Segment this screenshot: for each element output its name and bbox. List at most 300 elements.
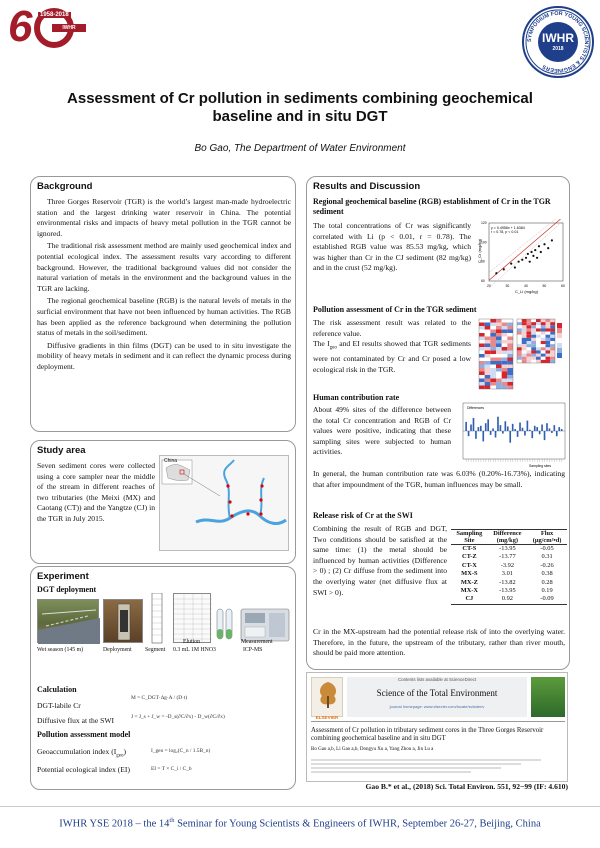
heatmap-cell	[522, 360, 527, 363]
seal-acronym: IWHR	[542, 31, 574, 45]
journal-cover	[531, 677, 565, 717]
footer-sup: th	[169, 817, 175, 824]
heatmap-cell	[479, 344, 485, 348]
difference-bar	[517, 431, 519, 437]
equation-mass: M = C_DGT·Δg·A / (D·t)	[131, 695, 188, 701]
heatmap-cell	[541, 328, 546, 331]
heatmap-cell	[517, 335, 522, 338]
table-row	[451, 587, 567, 595]
heatmap-cell	[536, 322, 541, 325]
heatmap-cell	[502, 368, 508, 372]
heatmap-cell	[507, 319, 513, 323]
heatmap-cell	[541, 347, 546, 350]
journal-top-line: Contents lists available at ScienceDirect	[397, 677, 477, 682]
heatmap-cell	[490, 326, 496, 330]
scatter-y-tick: 120	[481, 221, 487, 225]
difference-bar	[478, 427, 480, 431]
heatmap-cell	[550, 341, 555, 344]
heatmap-cell	[502, 375, 508, 379]
heatmap-cell	[490, 375, 496, 379]
difference-bar	[507, 426, 509, 431]
table-row	[451, 562, 567, 570]
difference-bar	[519, 423, 521, 431]
experiment-panel	[30, 566, 296, 790]
table-header: Difference	[488, 530, 527, 538]
heatmap-cell	[485, 379, 491, 383]
heatmap-cell	[496, 358, 502, 362]
heatmap-cell	[485, 361, 491, 365]
heatmap-cell	[507, 323, 513, 327]
heatmap-cell	[496, 365, 502, 369]
scatter-point	[525, 257, 527, 259]
heatmap-cell	[546, 328, 551, 331]
segment-grid-icon	[174, 594, 212, 644]
seal-ring-text: SYMPOSIUM FOR YOUNG SCIENTISTS & ENGINEERS	[526, 10, 590, 74]
heatmap-cell	[485, 347, 491, 351]
heatmap-cell	[502, 379, 508, 383]
heatmap-cell	[527, 319, 532, 322]
table-cell-site: CT-S	[462, 545, 477, 552]
heatmap-cell	[531, 344, 536, 347]
heatmap-cell	[502, 330, 508, 334]
poster-authors: Bo Gao, The Department of Water Environment	[194, 143, 406, 154]
heatmap-cell	[517, 354, 522, 357]
heatmap-cell	[479, 375, 485, 379]
heatmap-cell	[546, 338, 551, 341]
difference-bar	[492, 428, 494, 431]
difference-bar	[554, 425, 556, 431]
heatmap-cell	[485, 326, 491, 330]
rgb-scatter-chart	[475, 219, 567, 295]
caption-icp-ms: ICP-MS	[243, 647, 263, 653]
heatmap-cell	[522, 357, 527, 360]
footer	[0, 817, 600, 830]
article-title: Assessment of Cr pollution in tributary sediment cores in the Three Gorges Reservoir combining geochemical baseline and in situ DGT	[311, 727, 544, 742]
difference-bar	[465, 422, 467, 431]
difference-bar	[536, 427, 538, 431]
heatmap-cell	[496, 323, 502, 327]
heatmap-cell	[496, 372, 502, 376]
heatmap-cell	[490, 368, 496, 372]
background-paragraph: Diffusive gradients in thin films (DGT) can be used to in situ investigate the mobility of heavy metals in sediment and it can reflect the dynamic process during deployment.	[37, 340, 291, 371]
table-cell-flux: -0.05	[540, 545, 554, 552]
heatmap-cell	[496, 375, 502, 379]
heatmap-legend-swatch	[557, 343, 562, 348]
logo-years: 1958-2018	[40, 12, 69, 18]
heatmap-cell	[507, 372, 513, 376]
heatmap-cell	[507, 358, 513, 362]
scatter-point	[538, 245, 540, 247]
scatter-point	[536, 257, 538, 259]
difference-bar-chart	[455, 401, 567, 471]
riverbank-photo-icon	[38, 600, 100, 644]
bar-legend: Differences	[467, 406, 485, 410]
heatmap-cell	[507, 333, 513, 337]
seal-center	[538, 22, 578, 62]
heatmap-cell	[517, 360, 522, 363]
difference-bar	[482, 431, 484, 441]
heatmap-cell	[496, 333, 502, 337]
model-igeo-sub: geo	[116, 753, 124, 759]
journal-article-snapshot	[306, 672, 568, 782]
heatmap-cell	[479, 333, 485, 337]
equation-ei: EI = T × C_i / C_b	[151, 766, 192, 772]
yse-seal-logo	[522, 6, 594, 78]
heatmap-cell	[502, 333, 508, 337]
heatmap-cell	[479, 354, 485, 358]
heatmap-cell	[490, 365, 496, 369]
heatmap-cell	[479, 323, 485, 327]
test-tube-icon	[215, 607, 235, 643]
article-affiliations	[311, 757, 551, 777]
journal-divider	[311, 721, 565, 722]
difference-bar-plot	[455, 401, 567, 471]
heatmap-cell	[536, 357, 541, 360]
map-inset-label: China	[164, 458, 178, 464]
heatmap-cell	[527, 325, 532, 328]
heatmap-cell	[479, 326, 485, 330]
difference-bar	[539, 431, 541, 434]
pa-text-2b: and EI results showed that TGR sediments were not contaminated by Cr and Cr posed a low ecological risk in the TGR.	[313, 339, 472, 374]
human-contribution-text-2: In general, the human contribution rate was 6.03% (0.20%-16.73%), indicating that after impoundment of the TGR, human influences may be small.	[313, 469, 565, 489]
difference-bar	[485, 423, 487, 431]
heatmap-cell	[541, 357, 546, 360]
scatter-point	[551, 239, 553, 241]
heatmap-cell	[479, 358, 485, 362]
difference-bar	[512, 424, 514, 431]
heatmap-cell	[536, 338, 541, 341]
deployment-photo	[103, 599, 143, 643]
table-cell-flux: 0.19	[541, 587, 553, 595]
heatmap-cell	[479, 368, 485, 372]
heatmap-cell	[507, 379, 513, 383]
heatmap-cell	[536, 347, 541, 350]
heatmap-cell	[531, 357, 536, 360]
difference-bar	[502, 431, 504, 434]
difference-bar	[541, 425, 543, 432]
difference-bar	[551, 431, 553, 433]
background-heading: Background	[37, 181, 93, 192]
study-area-map	[159, 455, 289, 551]
experiment-heading: Experiment	[37, 571, 89, 582]
heatmap-cell	[531, 319, 536, 322]
heatmap-cell	[496, 354, 502, 358]
logo-six-glyph: 6	[8, 2, 33, 51]
heatmap-cell	[522, 325, 527, 328]
heatmap-cell	[479, 351, 485, 355]
caption-elution: Elution	[183, 639, 201, 645]
heatmap-cell	[485, 354, 491, 358]
difference-bar	[529, 430, 531, 431]
results-heading: Results and Discussion	[313, 181, 421, 192]
table-cell-site: MX-X	[460, 587, 479, 595]
heatmap-cell	[527, 357, 532, 360]
difference-bar	[468, 431, 470, 436]
heatmap-cell	[546, 319, 551, 322]
heatmap-cell	[502, 347, 508, 351]
human-contribution-text: About 49% sites of the difference between the total Cr concentration and RGB of Cr values were positive, indicating that these sampling sites were subjected to human activities.	[313, 405, 451, 457]
heatmap-cell	[507, 347, 513, 351]
heatmap-cell	[496, 344, 502, 348]
heatmap-cell	[527, 335, 532, 338]
heatmap-cell	[536, 341, 541, 344]
heatmap-cell	[536, 360, 541, 363]
difference-bar	[500, 425, 502, 431]
heatmap-cell	[502, 351, 508, 355]
heatmap-cell	[517, 322, 522, 325]
heatmap-cell	[485, 365, 491, 369]
table-row	[451, 579, 567, 587]
heatmap-cell	[527, 344, 532, 347]
poster-title	[40, 90, 560, 126]
heatmap-cell	[496, 319, 502, 323]
heatmap-legend-swatch	[557, 338, 562, 343]
caption-measurement: Measurement	[241, 639, 273, 645]
heatmap-cell	[502, 319, 508, 323]
iwhr-60-anniversary-logo	[8, 2, 90, 51]
difference-bar	[544, 431, 546, 440]
human-contribution-heading: Human contribution rate	[313, 393, 400, 402]
citation: Gao B.* et al., (2018) Sci. Total Environ. 551, 92−99 (IF: 4.610)	[365, 782, 568, 791]
scatter-point	[495, 272, 497, 274]
heatmap-cell	[550, 325, 555, 328]
segment-probe	[149, 593, 165, 645]
release-risk-text: Combining the result of RGB and DGT, Two conditions should be satisfied at the same time: (1) the metal should be influenced by human activities (Difference > 0) ; (2) Cr diffuse from the sediment into the overlying water (net diffusive flux at SWI > 0).	[313, 524, 447, 597]
heatmap-cell	[517, 319, 522, 322]
table-cell-flux: 0.28	[541, 578, 553, 586]
difference-bar	[497, 417, 499, 431]
difference-bar	[473, 418, 475, 431]
heatmap-cell	[517, 338, 522, 341]
heatmap-cell	[502, 358, 508, 362]
scatter-point	[534, 249, 536, 251]
heatmap-cell	[517, 344, 522, 347]
heatmap-cell	[485, 382, 491, 386]
scatter-point	[532, 255, 534, 257]
heatmap-cell	[490, 330, 496, 334]
heatmap-cell	[490, 354, 496, 358]
heatmap-cell	[527, 322, 532, 325]
affiliation-lines-icon	[311, 757, 551, 777]
igeo-ei-heatmaps	[477, 317, 565, 391]
heatmap-cell	[507, 375, 513, 379]
scatter-x-tick: 20	[487, 284, 491, 288]
table-cell-site: CT-Z	[462, 553, 477, 561]
heatmap-cell	[522, 319, 527, 322]
table-cell-site: CT-X	[461, 561, 477, 569]
pa-text-2	[313, 339, 471, 375]
scatter-point	[521, 259, 523, 261]
heatmap-cell	[490, 382, 496, 386]
table-cell-diff: -13.77	[499, 553, 516, 561]
journal-banner	[347, 677, 527, 717]
heatmap-cell	[522, 347, 527, 350]
heatmap-cell	[536, 325, 541, 328]
heatmap-cell	[507, 386, 513, 390]
footer-post: Seminar for Young Scientists & Engineers of IWHR, September 26-27, Beijing, China	[174, 818, 541, 830]
heatmap-cell	[502, 365, 508, 369]
equation-igeo: I_geo = log₂(C_n / 1.5B_n)	[151, 748, 211, 754]
heatmap-cell	[517, 332, 522, 335]
scatter-point	[529, 261, 531, 263]
heatmap-cell	[546, 332, 551, 335]
heatmap-cell	[531, 328, 536, 331]
pollution-assessment-text	[313, 318, 471, 375]
heatmap-cell	[507, 361, 513, 365]
scatter-y-tick: 80	[481, 259, 485, 264]
table-cell-flux: -0.26	[540, 561, 554, 569]
heatmap-cell	[496, 326, 502, 330]
table-cell-diff: -13.95	[499, 545, 516, 552]
table-header-row	[451, 530, 567, 538]
heatmap-cell	[546, 335, 551, 338]
river-map-icon	[160, 456, 288, 550]
calc-dgt-labile: DGT-labile Cr	[37, 701, 81, 710]
heatmap-cell	[541, 354, 546, 357]
heatmap-cell	[546, 344, 551, 347]
heatmap-cell	[531, 360, 536, 363]
scatter-y-tick: 100	[481, 240, 487, 245]
heatmap-cell	[522, 332, 527, 335]
table-cell-flux: 0.31	[541, 553, 553, 561]
release-risk-conclusion: Cr in the MX-upstream had the potential release risk of into the overlying water. Therefore, in the future, the upstream of the tributary, rather than river mouth, should be paid more attention.	[313, 627, 565, 658]
heatmap-cell	[546, 325, 551, 328]
heatmap-cell	[531, 332, 536, 335]
heatmap-cell	[496, 361, 502, 365]
segment-grid	[173, 593, 211, 643]
table-header: Sampling	[451, 530, 488, 538]
heatmap-cell	[490, 323, 496, 327]
heatmap-cell	[496, 330, 502, 334]
table-header: Flux	[527, 530, 567, 538]
heatmap-cell	[550, 347, 555, 350]
heatmap-cell	[541, 335, 546, 338]
scatter-point	[530, 251, 532, 253]
pollution-assessment-heading: Pollution assessment of Cr in the TGR sediment	[313, 305, 477, 314]
heatmap-cell	[527, 341, 532, 344]
heatmap-cell	[479, 386, 485, 390]
heatmap-cell	[546, 322, 551, 325]
heatmap-cell	[546, 341, 551, 344]
study-area-heading: Study area	[37, 445, 86, 456]
heatmap-cell	[546, 357, 551, 360]
heatmap-cell	[507, 365, 513, 369]
heatmap-graphic	[477, 317, 565, 391]
difference-bar	[470, 425, 472, 432]
release-risk-heading: Release risk of Cr at the SWI	[313, 511, 413, 520]
study-area-text: Seven sediment cores were collected using a core sampler near the middle of the stream in different reaches of two tributaries (the Meixi (MX) and Caotang (CT)) and the Yangtze (CJ) in the TGR in July 2015.	[37, 461, 155, 523]
heatmap-cell	[541, 319, 546, 322]
heatmap-cell	[522, 354, 527, 357]
logo-band: IWHR	[52, 24, 86, 32]
heatmap-cell	[531, 354, 536, 357]
table-cell-flux: -0.09	[527, 595, 567, 604]
heatmap-cell	[541, 338, 546, 341]
heatmap-cell	[485, 358, 491, 362]
pa-text-2a: The I	[313, 339, 330, 349]
heatmap-cell	[531, 325, 536, 328]
heatmap-cell	[546, 354, 551, 357]
calc-diffusive-flux: Diffusive flux at the SWI	[37, 716, 115, 725]
heatmap-legend-swatch	[557, 323, 562, 328]
heatmap-cell	[485, 351, 491, 355]
study-area-panel	[30, 440, 296, 564]
heatmap-cell	[517, 341, 522, 344]
difference-bar	[558, 427, 560, 431]
heatmap-cell	[490, 386, 496, 390]
heatmap-cell	[496, 351, 502, 355]
title-line-1: Assessment of Cr pollution in sediments combining geochemical	[67, 90, 533, 107]
journal-homepage: journal homepage: www.elsevier.com/locate/scitotenv	[389, 704, 485, 709]
segment-probe-icon	[149, 593, 165, 645]
elsevier-tree-icon	[312, 678, 344, 710]
heatmap-cell	[517, 325, 522, 328]
release-risk-table	[451, 529, 567, 605]
heatmap-cell	[490, 372, 496, 376]
table-header-row	[451, 537, 567, 545]
heatmap-cell	[527, 328, 532, 331]
heatmap-cell	[490, 344, 496, 348]
heatmap-cell	[502, 382, 508, 386]
heatmap-cell	[502, 323, 508, 327]
journal-name: Science of the Total Environment	[376, 688, 498, 698]
heatmap-cell	[496, 337, 502, 341]
heatmap-cell	[507, 326, 513, 330]
table-cell-site: MX-S	[461, 570, 478, 578]
heatmap-cell	[546, 350, 551, 353]
heatmap-cell	[490, 333, 496, 337]
heatmap-legend-swatch	[557, 333, 562, 338]
heatmap-cell	[527, 347, 532, 350]
difference-bar	[490, 431, 492, 435]
heatmap-cell	[550, 322, 555, 325]
difference-bar	[556, 431, 558, 436]
heatmap-cell	[507, 354, 513, 358]
table-cell-diff: -13.95	[499, 587, 516, 595]
heatmap-cell	[550, 357, 555, 360]
equation-flux: J = J_s + J_w = -D_s(∂C/∂x) - D_w(∂C/∂x)	[131, 714, 225, 720]
pa-text-2-sub: geo	[329, 345, 337, 351]
table-cell-site: CJ	[451, 595, 488, 604]
difference-bar	[509, 431, 511, 443]
scatter-point	[514, 266, 516, 268]
heatmap-cell	[536, 350, 541, 353]
difference-bar	[534, 426, 536, 431]
heatmap-cell	[479, 330, 485, 334]
heatmap-cell	[502, 344, 508, 348]
rgb-text: The total concentrations of Cr was significantly correlated with Li (p < 0.01, r = 0.78). The established RGB value was 85.53 mg/kg, which was higher than Cr in the CJ sediment (82 mg/kg) and in the crust (52 mg/kg).	[313, 221, 471, 273]
background-paragraph: The traditional risk assessment method are mainly used geochemical index and potential ecological index. The assessment results vary according to different background. However, the traditional background values did not consider the natural variation of metals in the environment and the background values in the TGR are lacking.	[37, 241, 291, 293]
heatmap-cell	[550, 332, 555, 335]
heatmap-cell	[541, 332, 546, 335]
table-row	[451, 553, 567, 561]
heatmap-cell	[550, 354, 555, 357]
difference-bar	[487, 419, 489, 431]
heatmap-cell	[550, 335, 555, 338]
heatmap-cell	[479, 319, 485, 323]
elsevier-wordmark: ELSEVIER	[315, 715, 339, 720]
heatmap-cell	[507, 368, 513, 372]
table-cell-flux: 0.38	[541, 570, 553, 578]
heatmap-cell	[496, 382, 502, 386]
heatmap-cell	[485, 323, 491, 327]
heatmap-cell	[490, 379, 496, 383]
heatmap-cell	[550, 360, 555, 363]
heatmap-legend-swatch	[557, 353, 562, 358]
heatmap-cell	[490, 351, 496, 355]
heatmap-cell	[541, 350, 546, 353]
difference-bar	[495, 431, 497, 438]
